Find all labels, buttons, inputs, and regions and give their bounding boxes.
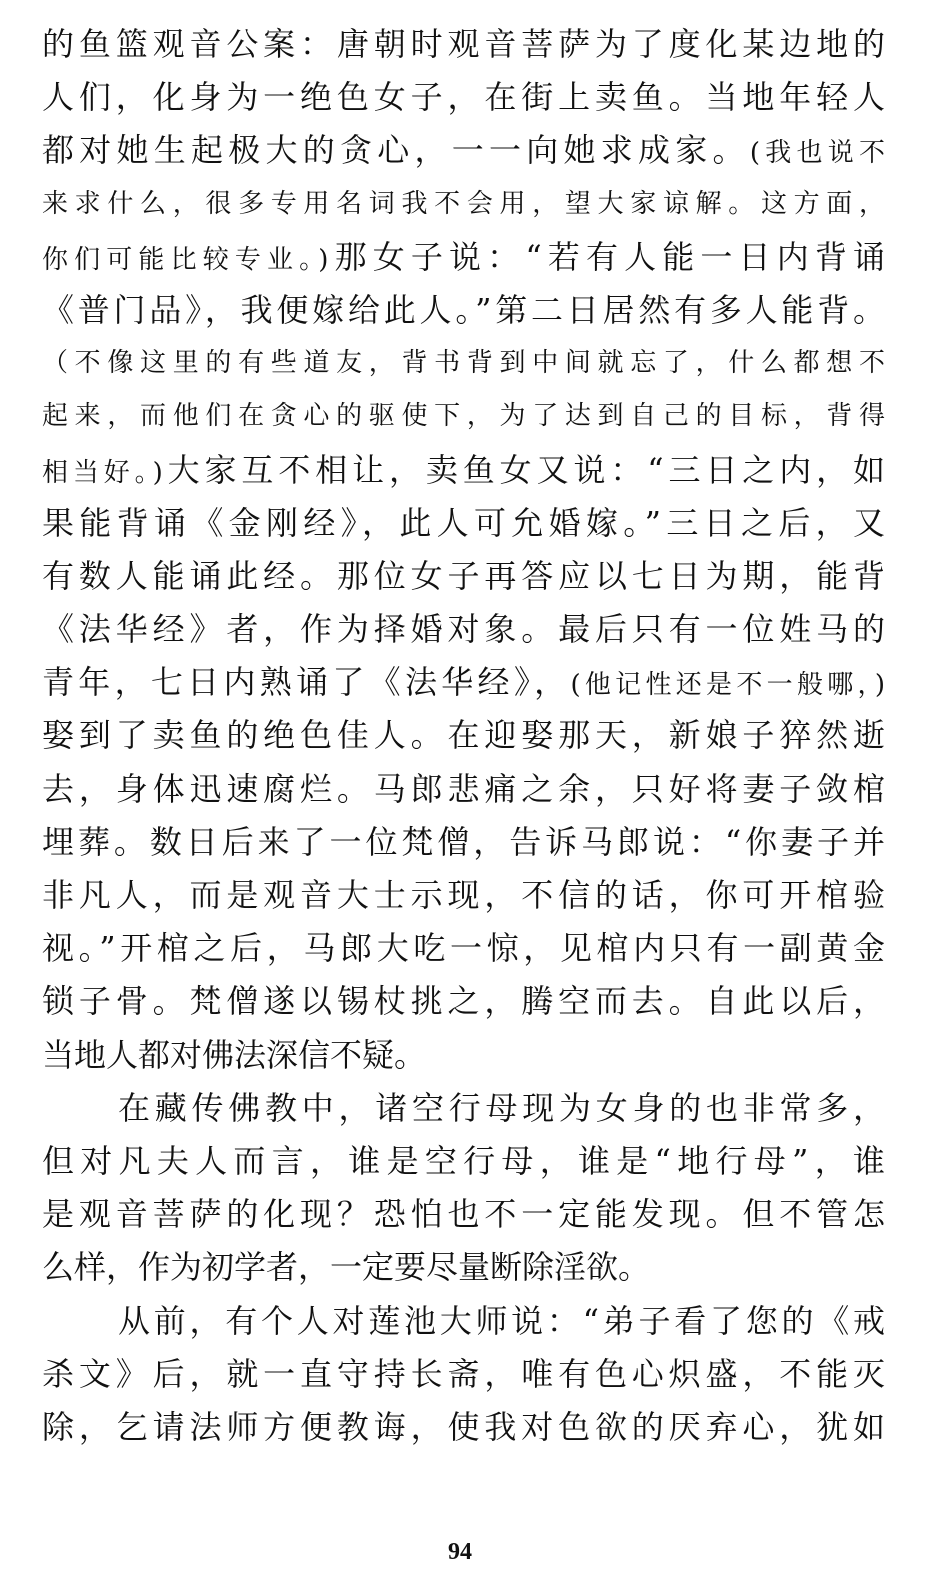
body-text: 《法华经》者，作为择婚对象。最后只有一位姓马的 <box>42 610 885 649</box>
body-text: 当地人都对佛法深信不疑。 <box>42 1035 427 1074</box>
text-line <box>42 231 885 284</box>
text-line <box>42 1135 885 1188</box>
paragraph <box>42 18 885 1082</box>
text-line <box>42 709 885 762</box>
text-line <box>42 763 885 816</box>
inline-note: (我也说不 <box>749 138 885 169</box>
text-line <box>42 603 885 656</box>
body-text: 非凡人，而是观音大士示现，不信的话，你可开棺验 <box>42 876 885 914</box>
text-line <box>42 71 885 124</box>
text-line <box>42 1295 885 1348</box>
body-text: 那女子说：“若有人能一日内背诵 <box>328 237 885 276</box>
text-line <box>42 390 885 443</box>
text-line <box>42 1029 885 1082</box>
body-text: 有数人能诵此经。那位女子再答应以七日为期，能背 <box>42 556 885 595</box>
inline-note: 起来，而他们在贪心的驱使下，为了达到自己的目标，背得 <box>42 401 885 432</box>
text-line <box>42 1241 885 1294</box>
body-text: 锁子骨。梵僧遂以锡杖挑之，腾空而去。自此以后， <box>42 982 885 1021</box>
paragraph <box>42 1082 885 1295</box>
body-text: 从前，有个人对莲池大师说：“弟子看了您的《戒 <box>118 1301 885 1340</box>
paragraph <box>42 1295 885 1455</box>
page-number: 94 <box>448 1539 472 1565</box>
body-text: 果能背诵《金刚经》，此人可允婚嫁。”三日之后，又 <box>42 503 885 542</box>
text-line <box>42 497 885 550</box>
text-line <box>42 18 885 71</box>
body-text: 是观音菩萨的化现？恐怕也不一定能发现。但不管怎 <box>42 1195 885 1234</box>
body-text: 《普门品》，我便嫁给此人。”第二日居然有多人能背。 <box>42 290 885 329</box>
text-line <box>42 284 885 337</box>
text-line <box>42 178 885 231</box>
text-line <box>42 975 885 1028</box>
body-text: 但对凡夫人而言，谁是空行母，谁是“地行母”，谁 <box>42 1141 885 1180</box>
text-line <box>42 124 885 177</box>
text-line <box>42 1348 885 1401</box>
body-text-block <box>42 18 885 1454</box>
inline-note: (他记性还是不一般哪，) <box>570 670 885 701</box>
body-text: 的鱼篮观音公案：唐朝时观音菩萨为了度化某边地的 <box>42 25 885 63</box>
body-text: 除，乞请法师方便教诲，使我对色欲的厌弃心，犹如 <box>42 1407 885 1446</box>
text-line <box>42 1082 885 1135</box>
text-line <box>42 444 885 497</box>
text-line <box>42 816 885 869</box>
text-line <box>42 550 885 603</box>
body-text: 视。”开棺之后，马郎大吃一惊，见棺内只有一副黄金 <box>42 929 885 968</box>
body-text: 人们，化身为一绝色女子，在街上卖鱼。当地年轻人 <box>42 78 885 117</box>
inline-note: （不像这里的有些道友，背书背到中间就忘了，什么都想不 <box>42 348 885 379</box>
body-text: 杀文》后，就一直守持长斋，唯有色心炽盛，不能灭 <box>42 1354 885 1393</box>
body-text: 大家互不相让，卖鱼女又说：“三日之内，如 <box>162 450 885 489</box>
body-text: 么样，作为初学者，一定要尽量断除淫欲。 <box>42 1248 651 1287</box>
text-line <box>42 656 885 709</box>
inline-note: 你们可能比较专业。) <box>42 244 329 275</box>
text-line <box>42 1188 885 1241</box>
body-text: 娶到了卖鱼的绝色佳人。在迎娶那天，新娘子猝然逝 <box>42 716 885 755</box>
body-text: 埋葬。数日后来了一位梵僧，告诉马郎说：“你妻子并 <box>42 822 885 861</box>
body-text: 青年，七日内熟诵了《法华经》， <box>42 663 571 702</box>
body-text: 去，身体迅速腐烂。马郎悲痛之余，只好将妻子敛棺 <box>42 769 885 808</box>
body-text: 都对她生起极大的贪心，一一向她求成家。 <box>42 131 750 170</box>
body-text: 在藏传佛教中，诸空行母现为女身的也非常多， <box>118 1088 885 1127</box>
text-line <box>42 922 885 975</box>
inline-note: 来求什么，很多专用名词我不会用，望大家谅解。这方面， <box>42 188 885 219</box>
text-line <box>42 1401 885 1454</box>
text-line <box>42 869 885 922</box>
inline-note: 相当好。) <box>42 457 163 488</box>
text-line <box>42 337 885 390</box>
